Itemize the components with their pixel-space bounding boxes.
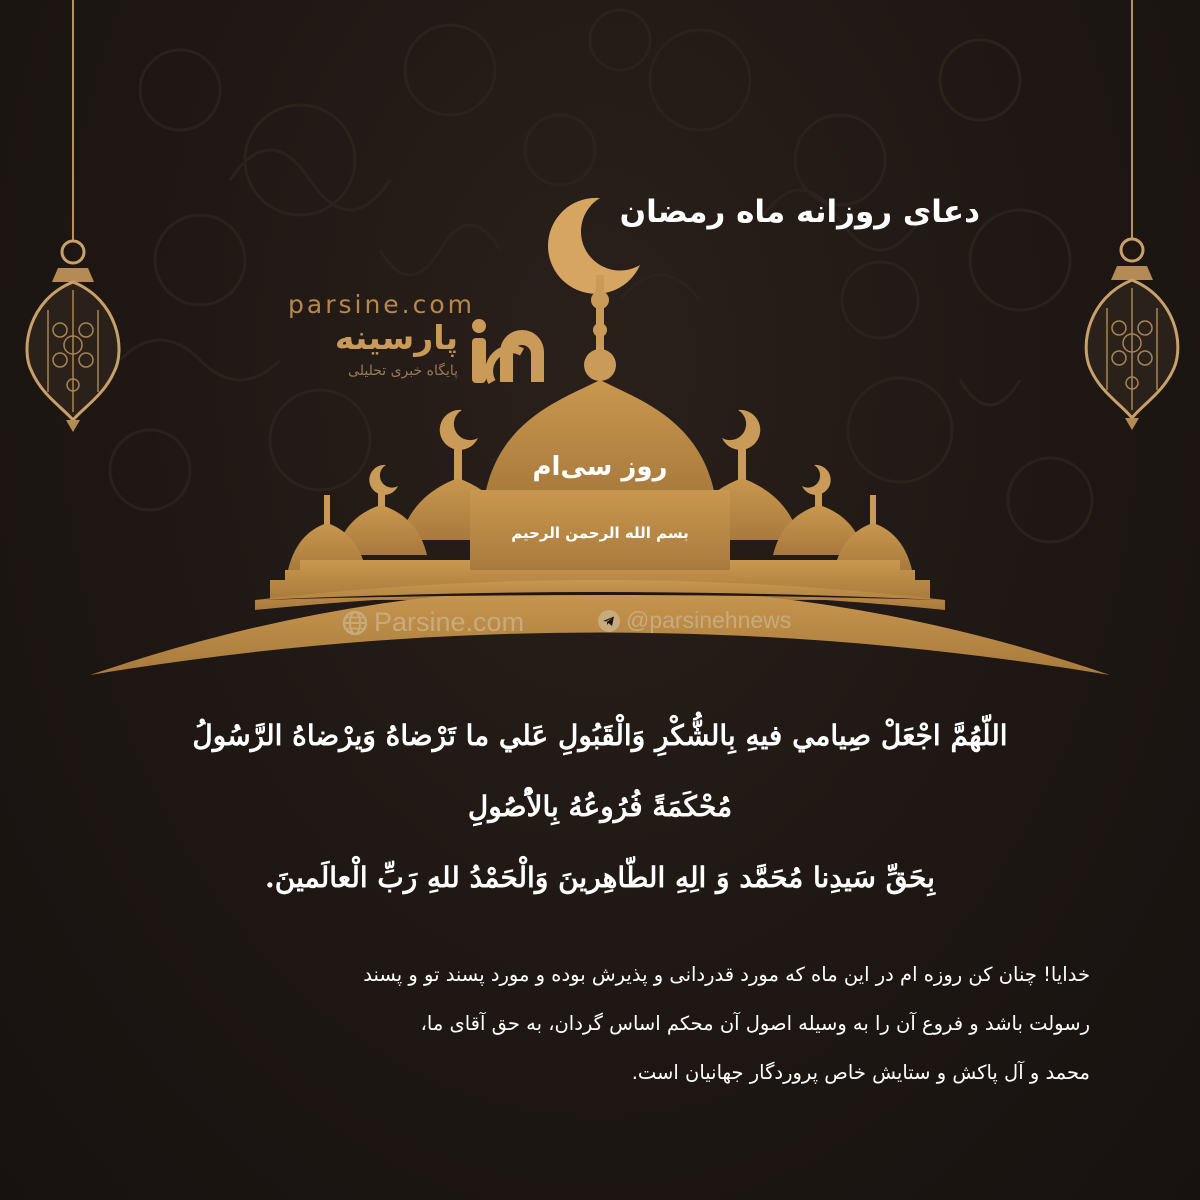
telegram-link[interactable] (598, 607, 791, 634)
page-title: دعای روزانه ماه رمضان (619, 194, 980, 230)
day-label: روز سی‌ام (532, 452, 668, 482)
prayer-arabic-line: اللّهُمَّ اجْعَلْ صِيامي فيهِ بِالشُّكْرِ وَالْقَبُولِ عَلي ما تَرْضاهُ وَيرْضاهُ الرَّسُولُ (192, 719, 1008, 752)
prayer-arabic-line: بِحَقِّ سَيدِنا مُحَمَّد وَ الِهِ الطّاهِرينَ وَالْحَمْدُ للهِ رَبِّ الْعالَمينَ. (265, 861, 935, 894)
prayer-translation (80, 950, 1090, 1097)
parsine-logo (464, 318, 564, 390)
brand-name: پارسینه (334, 318, 458, 357)
website-link[interactable] (342, 607, 524, 638)
prayer-arabic (80, 700, 1120, 913)
prayer-translation-line: خدایا! چنان کن روزه ام در این ماه که مورد قدردانی و پذیرش بوده و مورد پسند تو و پسند (363, 963, 1090, 986)
brand-domain: parsine.com (288, 290, 476, 319)
bismillah: بسم الله الرحمن الرحیم (511, 524, 689, 542)
prayer-translation-line: محمد و آل پاکش و ستایش خاص پروردگار جهانیان است. (631, 1061, 1090, 1084)
brand-tagline: پایگاه خبری تحلیلی (348, 363, 458, 379)
telegram-label: @parsinehnews (626, 607, 792, 633)
prayer-translation-line: رسولت باشد و فروع آن را به وسیله اصول آن محکم اساس گردان، به حق آقای ما، (420, 1012, 1090, 1035)
globe-icon (342, 610, 368, 636)
website-label: Parsine.com (374, 607, 525, 637)
telegram-icon (598, 610, 620, 632)
prayer-arabic-line: مُحْكَمَةً فُرُوعُهُ بِالاُْصُولِ (467, 790, 733, 823)
